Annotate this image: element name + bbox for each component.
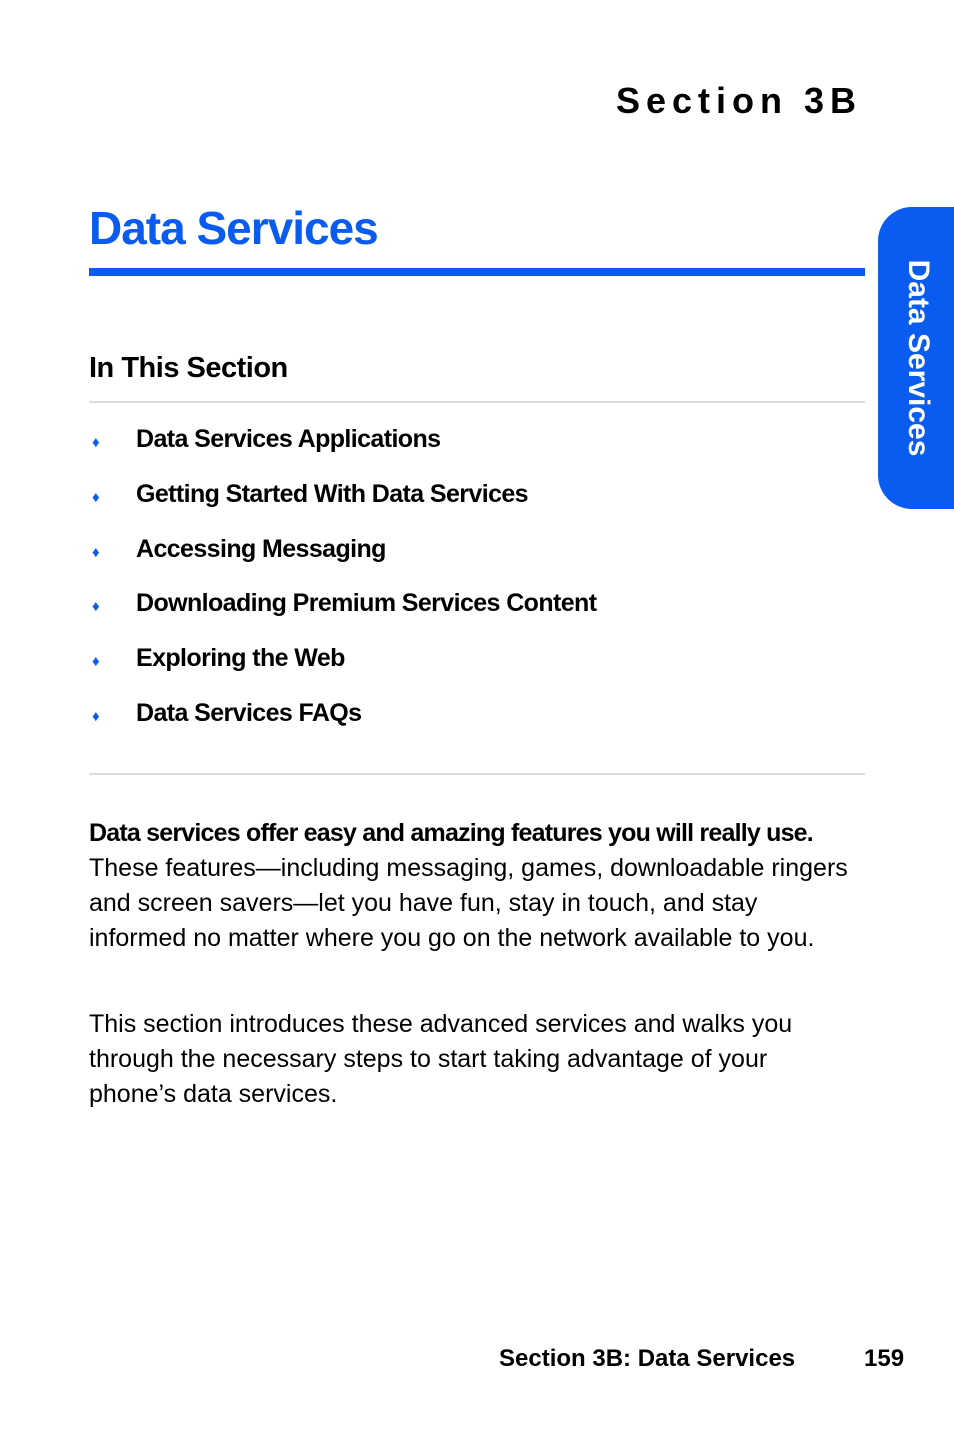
diamond-bullet-icon: ♦ (92, 434, 100, 451)
diamond-bullet-icon: ♦ (92, 707, 100, 725)
diamond-bullet-icon: ♦ (92, 543, 100, 561)
title-rule (89, 268, 865, 276)
toc-item-label: Data Services Applications (136, 425, 441, 453)
toc-item-web (89, 644, 596, 699)
footer-section-title: Section 3B: Data Services (499, 1345, 796, 1372)
toc-item-label: Downloading Premium Services Content (136, 589, 597, 618)
page-title: Data Services (89, 202, 378, 254)
toc-item-messaging (89, 535, 596, 590)
toc-item-label: Data Services FAQs (136, 698, 362, 727)
diamond-bullet-icon: ♦ (92, 598, 100, 616)
toc-item-label: Exploring the Web (136, 644, 345, 673)
toc-item-label: Accessing Messaging (136, 534, 386, 563)
diamond-bullet-icon: ♦ (92, 488, 100, 506)
toc-top-rule (89, 401, 865, 403)
toc-item-downloading (89, 589, 596, 644)
toc-item-applications (89, 425, 596, 480)
side-tab-label: Data Services (902, 259, 935, 457)
intro-rest: These features—including messaging, games, downloadable ringers and screen savers—let you have fun, stay in touch, and stay informed no matter where you go on the network available to you. (89, 854, 848, 952)
toc-item-getting-started (89, 480, 596, 535)
body-paragraph-2: This section introduces these advanced services and walks you through the necessary steps to start taking advantage of your phone’s data services. (89, 1010, 793, 1108)
intro-lead: Data services offer easy and amazing features you will really use. (89, 819, 813, 847)
toc-item-label: Getting Started With Data Services (136, 479, 528, 508)
intro-paragraph (89, 816, 849, 956)
diamond-bullet-icon: ♦ (92, 653, 100, 671)
toc-item-faqs (89, 699, 596, 754)
section-label: Section 3B (615, 80, 862, 121)
in-this-section-heading: In This Section (89, 352, 288, 384)
page-number: 159 (864, 1345, 905, 1372)
toc-bottom-rule (89, 773, 865, 775)
toc-list (89, 425, 596, 754)
